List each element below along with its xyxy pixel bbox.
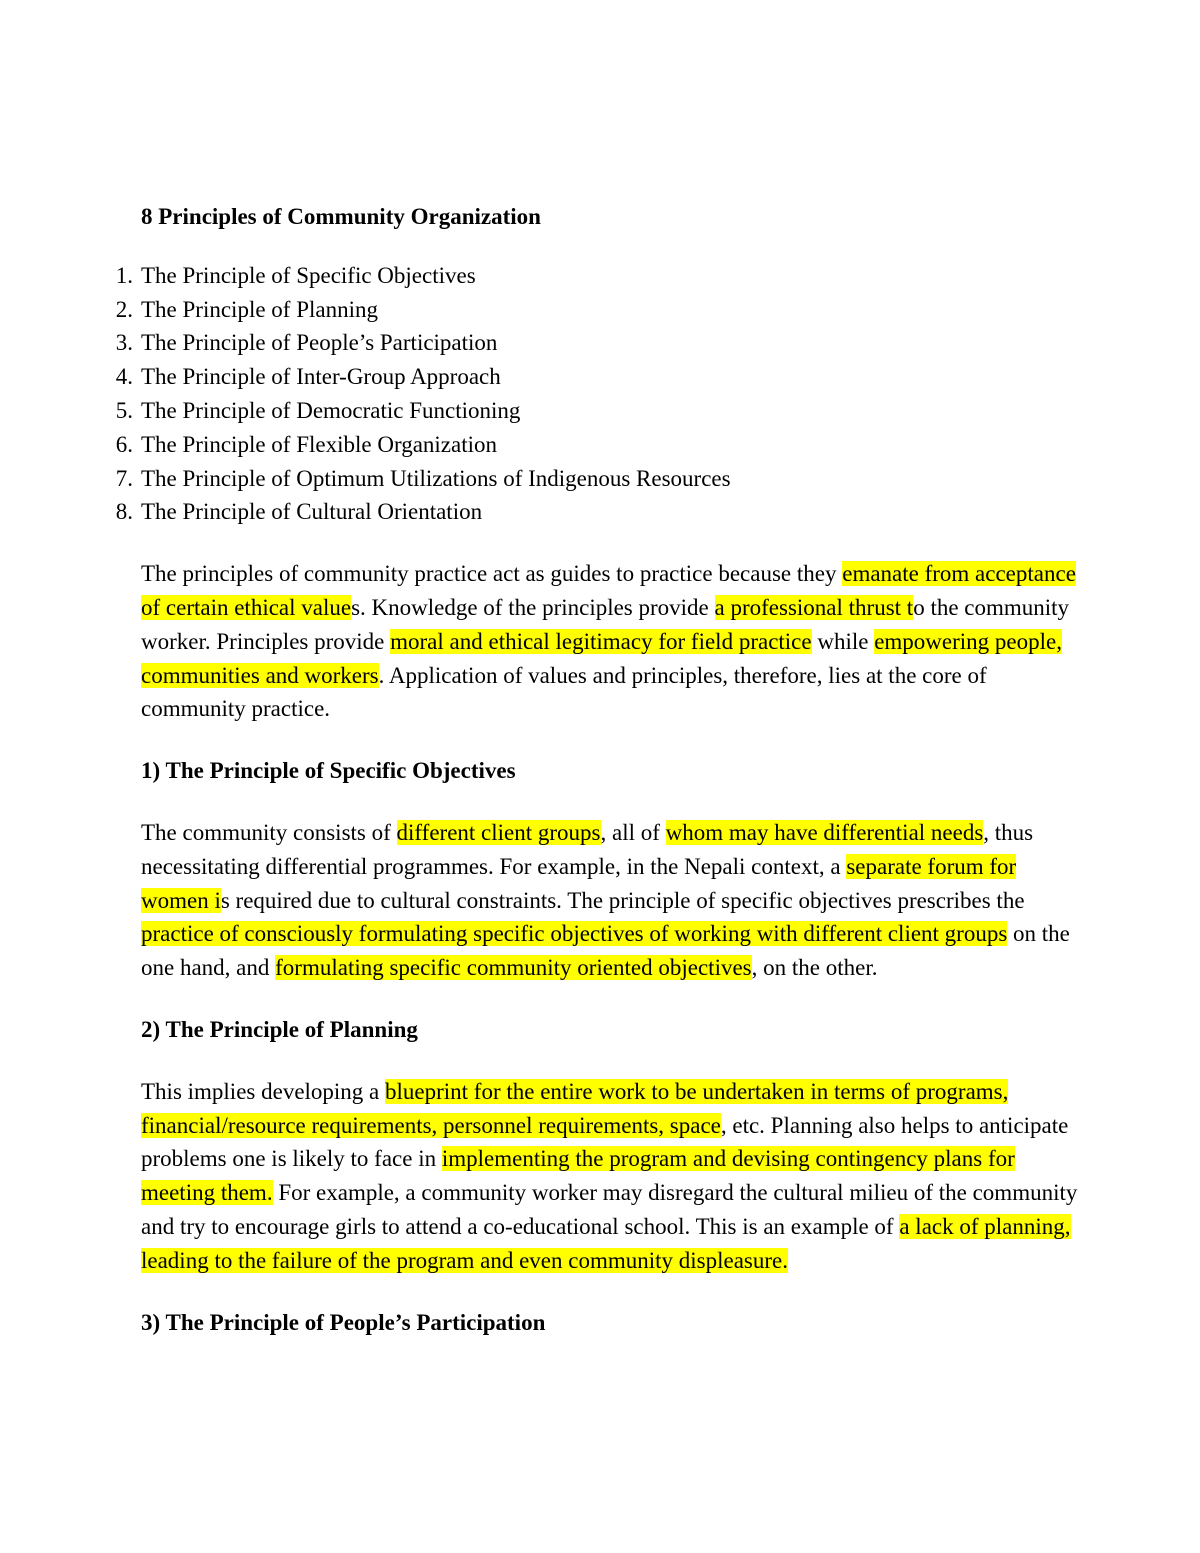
highlighted-text: separate forum for women i xyxy=(141,853,1017,913)
list-number: 7. xyxy=(115,465,133,491)
list-item-text: The Principle of Optimum Utilizations of Indigenous Resources xyxy=(141,465,731,491)
list-item-text: The Principle of Democratic Functioning xyxy=(141,397,521,423)
list-item-text: The Principle of Planning xyxy=(141,296,378,322)
list-number: 2. xyxy=(115,296,133,322)
list-item xyxy=(115,428,1081,462)
highlighted-text: moral and ethical legitimacy for field practice xyxy=(390,628,812,654)
list-number: 1. xyxy=(115,262,133,288)
principles-list xyxy=(115,259,1081,529)
highlighted-text: empowering people, communities and workers xyxy=(141,628,1062,688)
list-number: 3. xyxy=(115,330,133,356)
list-item-text: The Principle of Flexible Organization xyxy=(141,431,497,457)
highlighted-text: blueprint for the entire work to be undertaken in terms of programs, financial/resource requirements, personnel requirements, space xyxy=(141,1078,1009,1138)
highlighted-text: practice of consciously formulating specific objectives of working with different client groups xyxy=(141,921,1008,947)
paragraph-text: For example, a community worker may disregard the cultural milieu of the community and try to encourage girls to attend a co-educational school. This is an example of xyxy=(141,1180,1078,1239)
paragraph-text: while xyxy=(811,628,875,654)
list-number: 5. xyxy=(115,397,133,423)
highlighted-text: different client groups xyxy=(396,819,601,845)
paragraph-text: , all of xyxy=(600,819,666,845)
list-item xyxy=(115,495,1081,529)
paragraph-text: on the one hand, and xyxy=(141,921,1070,981)
list-item-text: The Principle of Cultural Orientation xyxy=(141,499,483,525)
list-item xyxy=(115,462,1081,496)
paragraph-text: , on the other. xyxy=(751,955,878,981)
section-paragraph xyxy=(141,816,1081,985)
paragraph-text: , etc. Planning also helps to anticipate problems one is likely to face in xyxy=(141,1112,1069,1172)
list-item-text: The Principle of People’s Participation xyxy=(141,330,498,356)
paragraph-text: This implies developing a xyxy=(141,1078,386,1104)
list-number: 4. xyxy=(115,364,133,390)
paragraph-text: The principles of community practice act as guides to practice because they xyxy=(141,561,843,587)
paragraph-text: s. Knowledge of the principles provide xyxy=(351,594,715,620)
highlighted-text: a lack of planning, leading to the failure of the program and even community displeasure. xyxy=(141,1213,1071,1273)
section-heading: 1) The Principle of Specific Objectives xyxy=(141,758,516,784)
paragraph-text: , thus necessitating differential programmes. For example, in the Nepali context, a xyxy=(141,819,1034,879)
list-number: 6. xyxy=(115,431,133,457)
list-item xyxy=(115,394,1081,428)
highlighted-text: formulating specific community oriented objectives xyxy=(275,955,752,981)
list-item xyxy=(115,293,1081,327)
list-item-text: The Principle of Specific Objectives xyxy=(141,262,476,288)
section-heading: 3) The Principle of People’s Participation xyxy=(141,1309,546,1335)
section-heading: 2) The Principle of Planning xyxy=(141,1016,418,1042)
list-item xyxy=(115,360,1081,394)
intro-paragraph xyxy=(141,557,1081,726)
document-content xyxy=(115,200,1081,1339)
highlighted-text: a professional thrust t xyxy=(714,594,914,620)
list-item-text: The Principle of Inter-Group Approach xyxy=(141,364,501,390)
document-title: 8 Principles of Community Organization xyxy=(141,204,541,229)
paragraph-text: The community consists of xyxy=(141,819,397,845)
paragraph-text: . Application of values and principles, therefore, lies at the core of community practice. xyxy=(141,662,987,722)
list-number: 8. xyxy=(115,499,133,525)
highlighted-text: whom may have differential needs xyxy=(665,819,984,845)
paragraph-text: s required due to cultural constraints. The principle of specific objectives prescribes the xyxy=(220,887,1025,913)
list-item xyxy=(115,326,1081,360)
list-item xyxy=(115,259,1081,293)
paragraph-text: o the community worker. Principles provide xyxy=(141,594,1070,654)
highlighted-text: emanate from acceptance of certain ethical value xyxy=(141,561,1076,620)
section-paragraph xyxy=(141,1075,1081,1278)
highlighted-text: implementing the program and devising contingency plans for meeting them. xyxy=(141,1146,1015,1206)
